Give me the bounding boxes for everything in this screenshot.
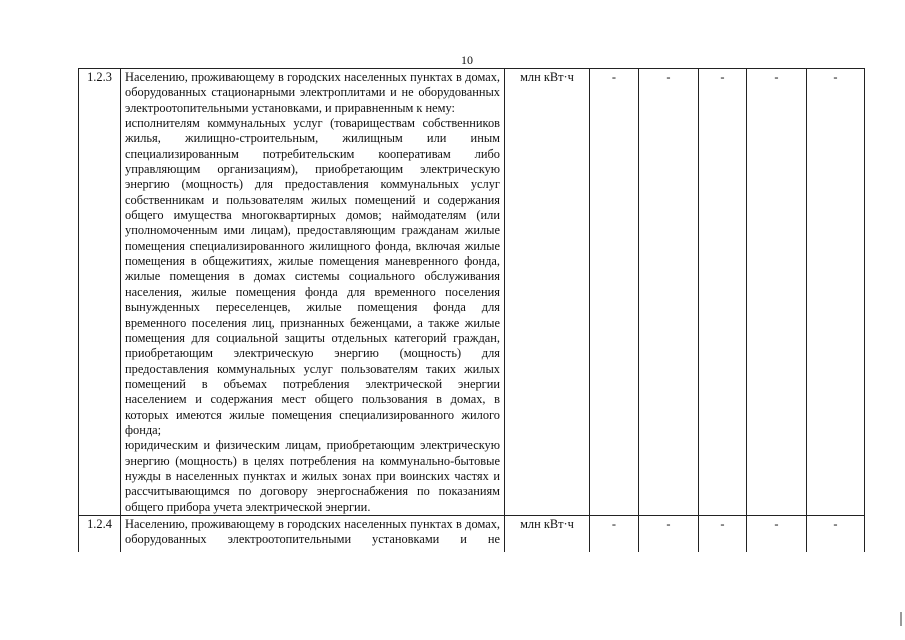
- unit-cell: млн кВт·ч: [505, 69, 590, 516]
- value-cell: -: [639, 515, 699, 552]
- row-description: [121, 515, 505, 552]
- table-row: [79, 515, 865, 552]
- value-cell: -: [807, 515, 865, 552]
- value-cell: -: [747, 69, 807, 516]
- value-cell: -: [590, 69, 639, 516]
- row-description: [121, 69, 505, 516]
- scan-artifact: [900, 612, 902, 626]
- description-paragraph: исполнителям коммунальных услуг (товариществам собственников жилья, жилищно-строительным, жилищным или иным специализированным потребительским кооперативам либо управляющим организациям), приобретающим электрическую энергию (мощность) для предоставления коммунальных услуг собственникам и пользователям жилых помещений и содержания общего имущества многоквартирных домов; наймодателям (или уполномоченным ими лицам), предоставляющим гражданам жилые помещения специализированного жилищного фонда, включая жилые помещения в общежитиях, жилые помещения маневренного фонда, жилые помещения в домах системы социального обслуживания населения, жилые помещения фонда для временного поселения вынужденных переселенцев, жилые помещения фонда для временного поселения лиц, признанных беженцами, а также жилые помещения для социальной защиты отдельных категорий граждан, приобретающим электрическую энергию (мощность) для предоставления коммунальных услуг пользователям таких жилых помещений в объемах потребления электрической энергии населением и содержания мест общего пользования в домах, в которых имеются жилые помещения специализированного жилого фонда;: [125, 116, 500, 437]
- value-cell: -: [699, 69, 747, 516]
- row-number: 1.2.4: [79, 515, 121, 552]
- unit-cell: млн кВт·ч: [505, 515, 590, 552]
- value-cell: -: [639, 69, 699, 516]
- description-paragraph: Населению, проживающему в городских населенных пунктах в домах, оборудованных электроотопительными установками и не: [125, 516, 500, 547]
- row-number: 1.2.3: [79, 69, 121, 516]
- description-paragraph: Населению, проживающему в городских населенных пунктах в домах, оборудованных стационарными электроплитами и не оборудованных электроотопительными установками, и приравненным к нему:: [125, 70, 500, 115]
- tariff-table: [78, 68, 865, 552]
- value-cell: -: [590, 515, 639, 552]
- value-cell: -: [699, 515, 747, 552]
- value-cell: -: [807, 69, 865, 516]
- description-paragraph: юридическим и физическим лицам, приобретающим электрическую энергию (мощность) в целях потребления на коммунально-бытовые нужды в населенных пунктах и жилых зонах при воинских частях и рассчитывающимся по договору энергоснабжения по показаниям общего прибора учета электрической энергии.: [125, 438, 500, 514]
- value-cell: -: [747, 515, 807, 552]
- page-number: 10: [461, 53, 473, 67]
- table-row: [79, 69, 865, 516]
